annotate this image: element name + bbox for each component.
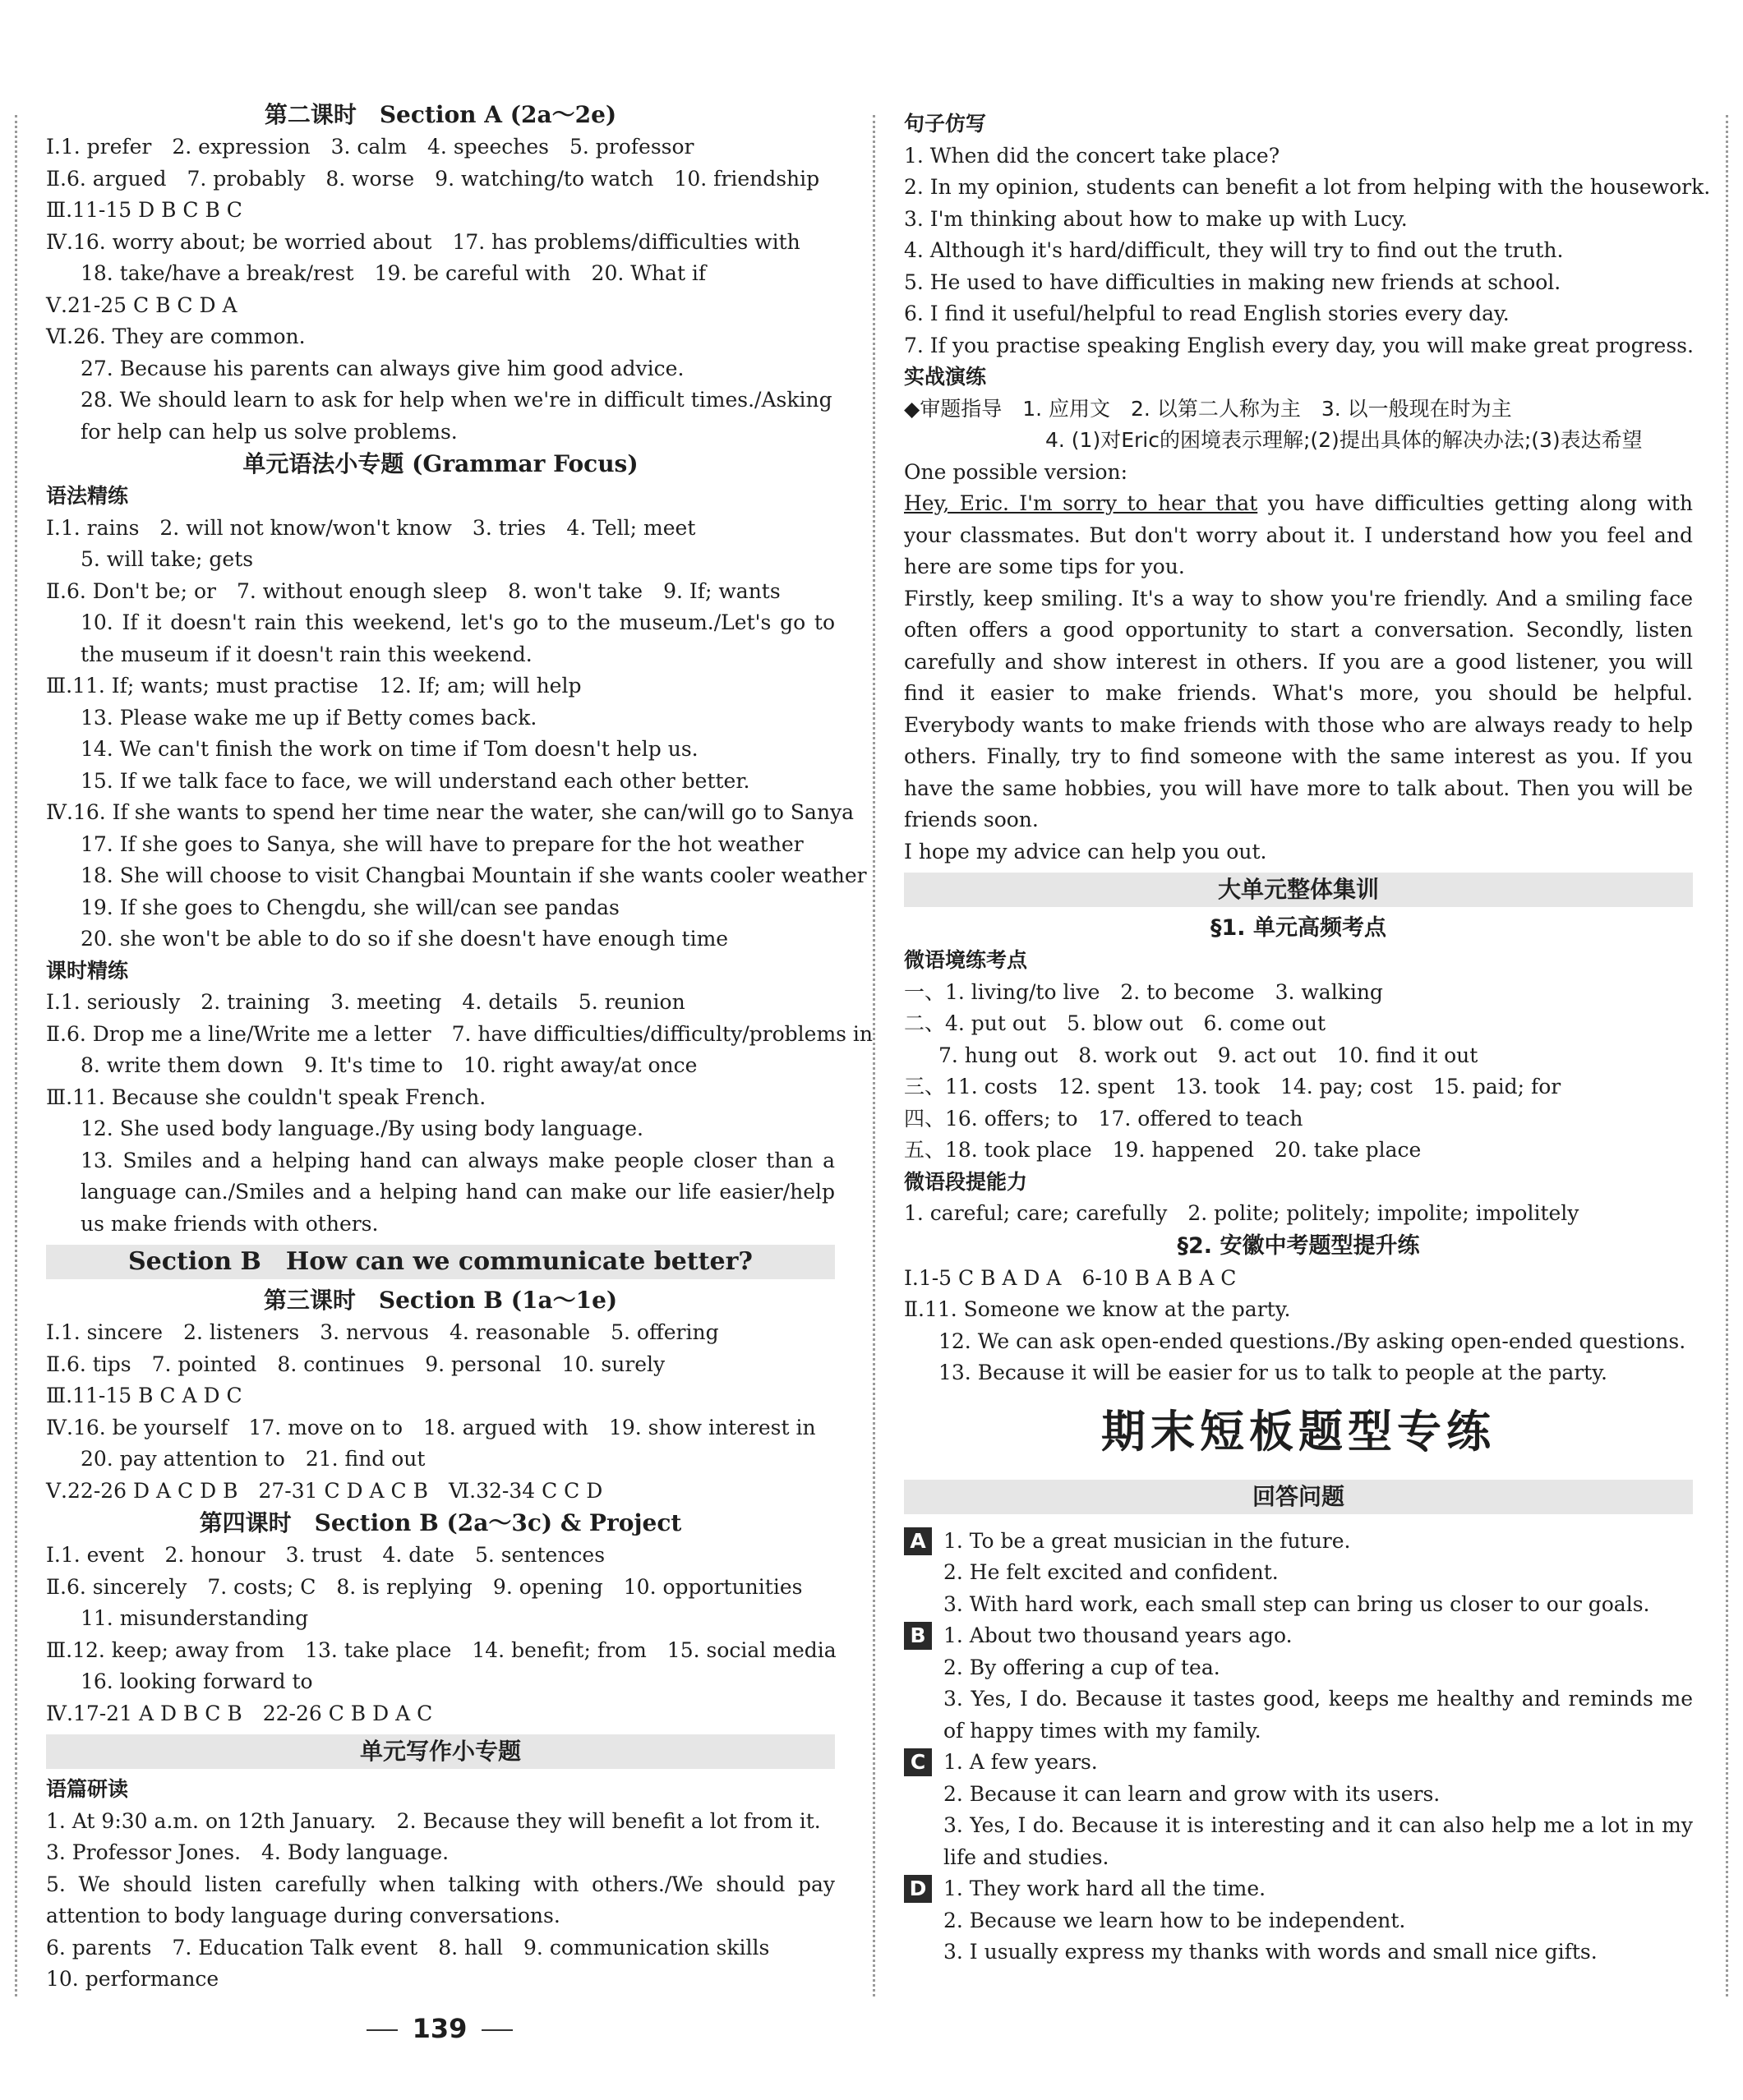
answer-line: Ⅰ.1. prefer 2. expression 3. calm 4. speeches 5. professor: [46, 135, 694, 159]
writing-guide-line: 4. (1)对Eric的困境表示理解;(2)提出具体的解决办法;(3)表达希望: [1045, 428, 1643, 452]
essay-underlined-lead: Hey, Eric. I'm sorry to hear that: [904, 491, 1258, 515]
possible-version-label: One possible version:: [904, 459, 1128, 484]
answer-line: 二、4. put out 5. blow out 6. come out: [904, 1011, 1326, 1035]
essay-paragraph: Firstly, keep smiling. It's a way to show you're friendly. And a smiling face often offers a good opportunity to start a conversation. Secondly, listen carefully and show interest in others. If you are a good listener, you will find it easier to make friends. What's more, you should be helpful. Everybody wants to make friends with those who are always ready to help others. Finally, try to find someone with the same interest as you. If you have the same hobbies, you will have more to talk about. Then you will be friends soon.: [904, 586, 1693, 831]
answer-line: 20. pay attention to 21. find out: [81, 1447, 426, 1471]
answer-line: 8. write them down 9. It's time to 10. right away/at once: [81, 1053, 698, 1077]
answer-line: 13. Smiles and a helping hand can always make people closer than a language can./Smiles and a helping hand can make our life easier/help us make friends with others.: [81, 1148, 835, 1236]
answer-line: 五、18. took place 19. happened 20. take place: [904, 1138, 1422, 1162]
answer-line: 四、16. offers; to 17. offered to teach: [904, 1106, 1303, 1131]
qa-badge: B: [904, 1622, 932, 1650]
qa-badge: C: [904, 1748, 932, 1776]
answer-line: Ⅱ.6. argued 7. probably 8. worse 9. watching/to watch 10. friendship: [46, 166, 820, 191]
answer-line: 1. A few years.: [943, 1750, 1098, 1774]
answer-line: 19. If she goes to Chengdu, she will/can see pandas: [81, 895, 620, 919]
answer-line: 2. By offering a cup of tea.: [943, 1655, 1220, 1679]
right-column: [904, 108, 1711, 1969]
answer-line: 2. He felt excited and confident.: [943, 1560, 1279, 1584]
answer-line: 18. She will choose to visit Changbai Mountain if she wants cooler weather: [81, 863, 867, 887]
answer-line: 6. parents 7. Education Talk event 8. hall 9. communication skills: [46, 1935, 770, 1960]
answer-line: 1. careful; care; carefully 2. polite; politely; impolite; impolitely: [904, 1201, 1579, 1225]
answer-line: 1. About two thousand years ago.: [943, 1623, 1293, 1647]
answer-line: Ⅳ.16. be yourself 17. move on to 18. argued with 19. show interest in: [46, 1415, 816, 1439]
answer-line: 3. Professor Jones. 4. Body language.: [46, 1840, 450, 1864]
unit-writing-band: 单元写作小专题: [46, 1734, 835, 1769]
answer-line: 17. If she goes to Sanya, she will have to prepare for the hot weather: [81, 831, 804, 856]
qa-group-a: [904, 1526, 1693, 1621]
answer-line: 1. When did the concert take place?: [904, 143, 1280, 168]
writing-guide-line: ◆审题指导 1. 应用文 2. 以第二人称为主 3. 以一般现在时为主: [904, 396, 1512, 421]
answer-line: 1. At 9:30 a.m. on 12th January. 2. Because they will benefit a lot from it.: [46, 1808, 821, 1833]
answer-line: 16. looking forward to: [81, 1669, 313, 1693]
answer-line: 15. If we talk face to face, we will understand each other better.: [81, 768, 750, 793]
answer-line: 1. To be a great musician in the future.: [943, 1528, 1351, 1553]
column-divider-rule: [873, 115, 875, 1996]
answer-line: Ⅳ.16. worry about; be worried about 17. has problems/difficulties with: [46, 229, 800, 254]
answer-line: 2. Because it can learn and grow with its users.: [943, 1781, 1441, 1806]
qa-badge: D: [904, 1875, 932, 1903]
answer-line: 13. Because it will be easier for us to talk to people at the party.: [938, 1361, 1607, 1384]
answer-line: Ⅰ.1. sincere 2. listeners 3. nervous 4. reasonable 5. offering: [46, 1320, 719, 1344]
answer-line: Ⅱ.11. Someone we know at the party.: [904, 1297, 1291, 1321]
answer-line: 7. hung out 8. work out 9. act out 10. find it out: [938, 1043, 1478, 1067]
section-b-band: Section B How can we communicate better?: [46, 1245, 835, 1279]
answer-line: 4. Although it's hard/difficult, they will try to find out the truth.: [904, 238, 1564, 262]
qa-group-b: [904, 1620, 1693, 1747]
answer-line: 5. We should listen carefully when talking with others./We should pay attention to body language during conversations.: [46, 1872, 835, 1927]
answer-line: Ⅳ.17-21 A D B C B 22-26 C B D A C: [46, 1701, 433, 1725]
answer-line: 5. He used to have difficulties in making new friends at school.: [904, 269, 1561, 294]
answer-line: 3. Yes, I do. Because it tastes good, keeps me healthy and reminds me of happy times with my family.: [943, 1687, 1693, 1743]
essay-paragraph: [904, 488, 1693, 583]
answer-line: 14. We can't finish the work on time if Tom doesn't help us.: [81, 737, 699, 761]
qa-badge: A: [904, 1527, 932, 1555]
s2-title: §2. 安徽中考题型提升练: [1177, 1232, 1420, 1259]
answer-line: Ⅱ.6. tips 7. pointed 8. continues 9. personal 10. surely: [46, 1352, 666, 1376]
answer-line: Ⅲ.11. If; wants; must practise 12. If; am; will help: [46, 674, 582, 698]
answer-line: 1. They work hard all the time.: [943, 1877, 1266, 1900]
grammar-practice-heading: 语法精练: [46, 484, 129, 508]
answer-line: 18. take/have a break/rest 19. be careful with 20. What if: [81, 261, 707, 285]
answer-line: 3. Yes, I do. Because it is interesting and it can also help me a lot in my life and studies.: [943, 1813, 1693, 1869]
answer-line: 10. If it doesn't rain this weekend, let's go to the museum./Let's go to the museum if it doesn't rain this weekend.: [81, 610, 835, 666]
class-practice-heading: 课时精练: [46, 958, 129, 983]
answer-line: Ⅴ.21-25 C B C D A: [46, 292, 237, 317]
grammar-focus-title: 单元语法小专题 (Grammar Focus): [242, 450, 639, 477]
micro-context-heading: 微语境练考点: [904, 948, 1028, 972]
left-margin-rule: [15, 115, 17, 1996]
essay-paragraph-text: you have difficulties getting along with your classmates. But don't worry about it. I understand how you feel and here are some tips for you.: [904, 491, 1693, 578]
footer-dash-left: [367, 2029, 398, 2031]
answer-line: 6. I find it useful/helpful to read English stories every day.: [904, 302, 1510, 325]
answer-line: Ⅲ.11-15 B C A D C: [46, 1384, 242, 1407]
page-number: 139: [412, 2013, 468, 2044]
lesson4-title: 第四课时 Section B (2a～3c) & Project: [199, 1509, 682, 1536]
answer-line: Ⅱ.6. sincerely 7. costs; C 8. is replying 9. opening 10. opportunities: [46, 1574, 803, 1599]
answer-line: Ⅰ.1. rains 2. will not know/won't know 3. tries 4. Tell; meet: [46, 515, 696, 540]
answer-line: 2. In my opinion, students can benefit a lot from helping with the housework.: [904, 175, 1711, 199]
answer-line: Ⅴ.22-26 D A C D B 27-31 C D A C B Ⅵ.32-34 C C D: [46, 1478, 603, 1503]
right-margin-rule: [1726, 115, 1728, 1996]
answer-line: 13. Please wake me up if Betty comes back.: [81, 705, 537, 730]
answer-line: 2. Because we learn how to be independent.: [943, 1908, 1406, 1932]
answer-line: 12. She used body language./By using body language.: [81, 1117, 643, 1140]
answer-line: Ⅳ.16. If she wants to spend her time near the water, she can/will go to Sanya: [46, 800, 855, 824]
answer-line: 三、11. costs 12. spent 13. took 14. pay; cost 15. paid; for: [904, 1075, 1561, 1098]
qa-group-c: [904, 1747, 1693, 1873]
essay-paragraph: I hope my advice can help you out.: [904, 839, 1267, 863]
answer-line: 3. With hard work, each small step can bring us closer to our goals.: [943, 1591, 1650, 1616]
answer-line: 27. Because his parents can always give him good advice.: [81, 356, 685, 380]
answer-line: Ⅲ.11. Because she couldn't speak French.: [46, 1085, 486, 1109]
answer-line: 10. performance: [46, 1967, 219, 1991]
answer-questions-band: 回答问题: [904, 1480, 1693, 1514]
answer-line: 7. If you practise speaking English every day, you will make great progress.: [904, 333, 1694, 357]
practice-heading: 实战演练: [904, 365, 987, 389]
answer-line: 5. will take; gets: [81, 547, 254, 571]
left-column: [46, 99, 874, 1996]
answer-line: 3. I usually express my thanks with words and small nice gifts.: [943, 1940, 1598, 1964]
answer-line: Ⅰ.1. event 2. honour 3. trust 4. date 5. sentences: [46, 1543, 606, 1567]
final-practice-title: 期末短板题型专练: [1101, 1405, 1496, 1458]
answer-line: Ⅱ.6. Drop me a line/Write me a letter 7. have difficulties/difficulty/problems in: [46, 1021, 874, 1046]
unit-training-band: 大单元整体集训: [904, 873, 1693, 907]
sentence-imitation-heading: 句子仿写: [904, 112, 987, 136]
answer-line: Ⅲ.12. keep; away from 13. take place 14. benefit; from 15. social media: [46, 1637, 837, 1662]
answer-line: 一、1. living/to live 2. to become 3. walking: [904, 979, 1383, 1004]
qa-group-d: [904, 1873, 1693, 1969]
answer-line: 12. We can ask open-ended questions./By asking open-ended questions.: [938, 1329, 1686, 1353]
answer-line: Ⅰ.1-5 C B A D A 6-10 B A B A C: [904, 1265, 1237, 1290]
answer-line: 20. she won't be able to do so if she doesn't have enough time: [81, 927, 729, 951]
lesson3-title: 第三课时 Section B (1a～1e): [263, 1287, 618, 1314]
micro-passage-heading: 微语段提能力: [904, 1169, 1028, 1194]
answer-line: Ⅲ.11-15 D B C B C: [46, 198, 242, 222]
footer-dash-right: [482, 2029, 513, 2031]
answer-line: Ⅰ.1. seriously 2. training 3. meeting 4. details 5. reunion: [46, 990, 685, 1014]
page-number-footer: [0, 2013, 879, 2044]
answer-line: 11. misunderstanding: [81, 1606, 309, 1630]
answer-line: 3. I'm thinking about how to make up with Lucy.: [904, 206, 1408, 231]
s1-title: §1. 单元高频考点: [1210, 915, 1386, 941]
text-study-heading: 语篇研读: [46, 1777, 129, 1801]
answer-line: 28. We should learn to ask for help when we're in difficult times./Asking for help can help us solve problems.: [81, 388, 832, 444]
answer-line: Ⅵ.26. They are common.: [46, 325, 306, 348]
answer-line: Ⅱ.6. Don't be; or 7. without enough sleep 8. won't take 9. If; wants: [46, 578, 781, 603]
lesson2-title: 第二课时 Section A (2a～2e): [264, 101, 617, 128]
